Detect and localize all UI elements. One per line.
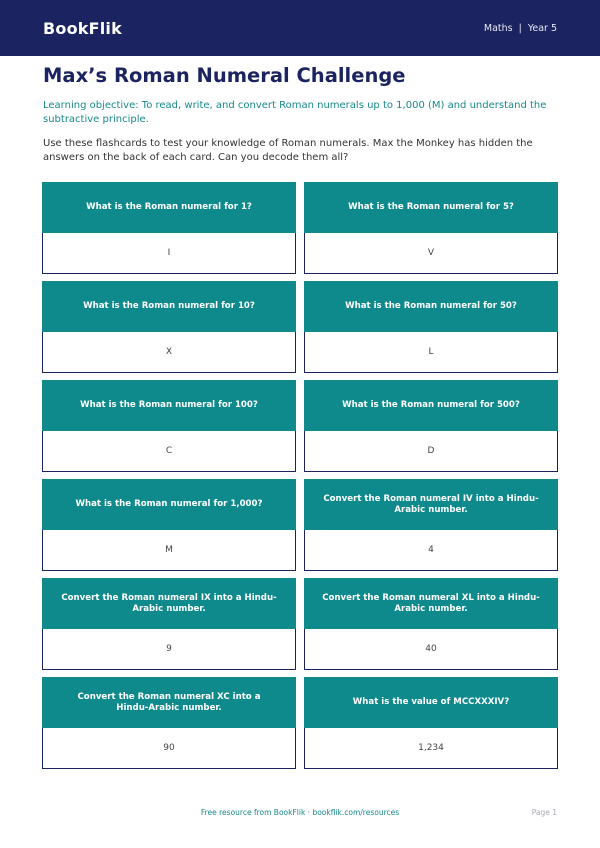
subject-year: [484, 23, 557, 34]
flashcard[interactable]: [304, 380, 558, 472]
flashcard-question: What is the Roman numeral for 100?: [42, 380, 296, 431]
flashcard-answer: D: [304, 431, 558, 472]
page-title: Max’s Roman Numeral Challenge: [43, 64, 406, 87]
flashcard[interactable]: [304, 578, 558, 670]
flashcard-question: What is the value of MCCXXXIV?: [304, 677, 558, 728]
flashcard-question: What is the Roman numeral for 500?: [304, 380, 558, 431]
flashcard[interactable]: [42, 281, 296, 373]
flashcard-question: Convert the Roman numeral XC into a Hindu-Arabic number.: [42, 677, 296, 728]
learning-objective: Learning objective: To read, write, and convert Roman numerals up to 1,000 (M) and understand the subtractive principle.: [43, 100, 547, 125]
page-footer: [0, 808, 600, 820]
flashcard-answer: L: [304, 332, 558, 373]
flashcard[interactable]: [42, 182, 296, 274]
flashcard[interactable]: [304, 677, 558, 769]
flashcard-question: Convert the Roman numeral IV into a Hindu-Arabic number.: [304, 479, 558, 530]
flashcard-question: Convert the Roman numeral IX into a Hindu-Arabic number.: [42, 578, 296, 629]
meta-separator: |: [518, 22, 522, 34]
flashcard-answer: C: [42, 431, 296, 472]
footer-credit[interactable]: Free resource from BookFlik · bookflik.com/resources: [200, 808, 400, 817]
flashcard-question: What is the Roman numeral for 1,000?: [42, 479, 296, 530]
flashcard-question: What is the Roman numeral for 1?: [42, 182, 296, 233]
flashcard-question: What is the Roman numeral for 10?: [42, 281, 296, 332]
intro-text: Use these flashcards to test your knowledge of Roman numerals. Max the Monkey has hidden the answers on the back of each card. Can you decode them all?: [43, 138, 533, 163]
flashcard[interactable]: [42, 677, 296, 769]
flashcard-answer: 40: [304, 629, 558, 670]
flashcard[interactable]: [42, 380, 296, 472]
flashcard[interactable]: [42, 479, 296, 571]
flashcard-question: What is the Roman numeral for 5?: [304, 182, 558, 233]
flashcard-answer: X: [42, 332, 296, 373]
flashcard-answer: 4: [304, 530, 558, 571]
flashcard[interactable]: [304, 182, 558, 274]
flashcard-answer: I: [42, 233, 296, 274]
flashcard-question: Convert the Roman numeral XL into a Hindu-Arabic number.: [304, 578, 558, 629]
flashcard-answer: 9: [42, 629, 296, 670]
flashcard-question: What is the Roman numeral for 50?: [304, 281, 558, 332]
flashcard[interactable]: [42, 578, 296, 670]
subject-label: Maths: [483, 22, 513, 34]
flashcard[interactable]: [304, 479, 558, 571]
flashcard-answer: 1,234: [304, 728, 558, 769]
flashcard-answer: V: [304, 233, 558, 274]
flashcard-answer: 90: [42, 728, 296, 769]
page-number: Page 1: [531, 808, 557, 817]
flashcard-grid: [42, 182, 558, 769]
site-header: [0, 0, 600, 56]
flashcard[interactable]: [304, 281, 558, 373]
flashcard-answer: M: [42, 530, 296, 571]
year-label: Year 5: [527, 22, 557, 34]
brand-logo[interactable]: BookFlik: [43, 18, 122, 38]
